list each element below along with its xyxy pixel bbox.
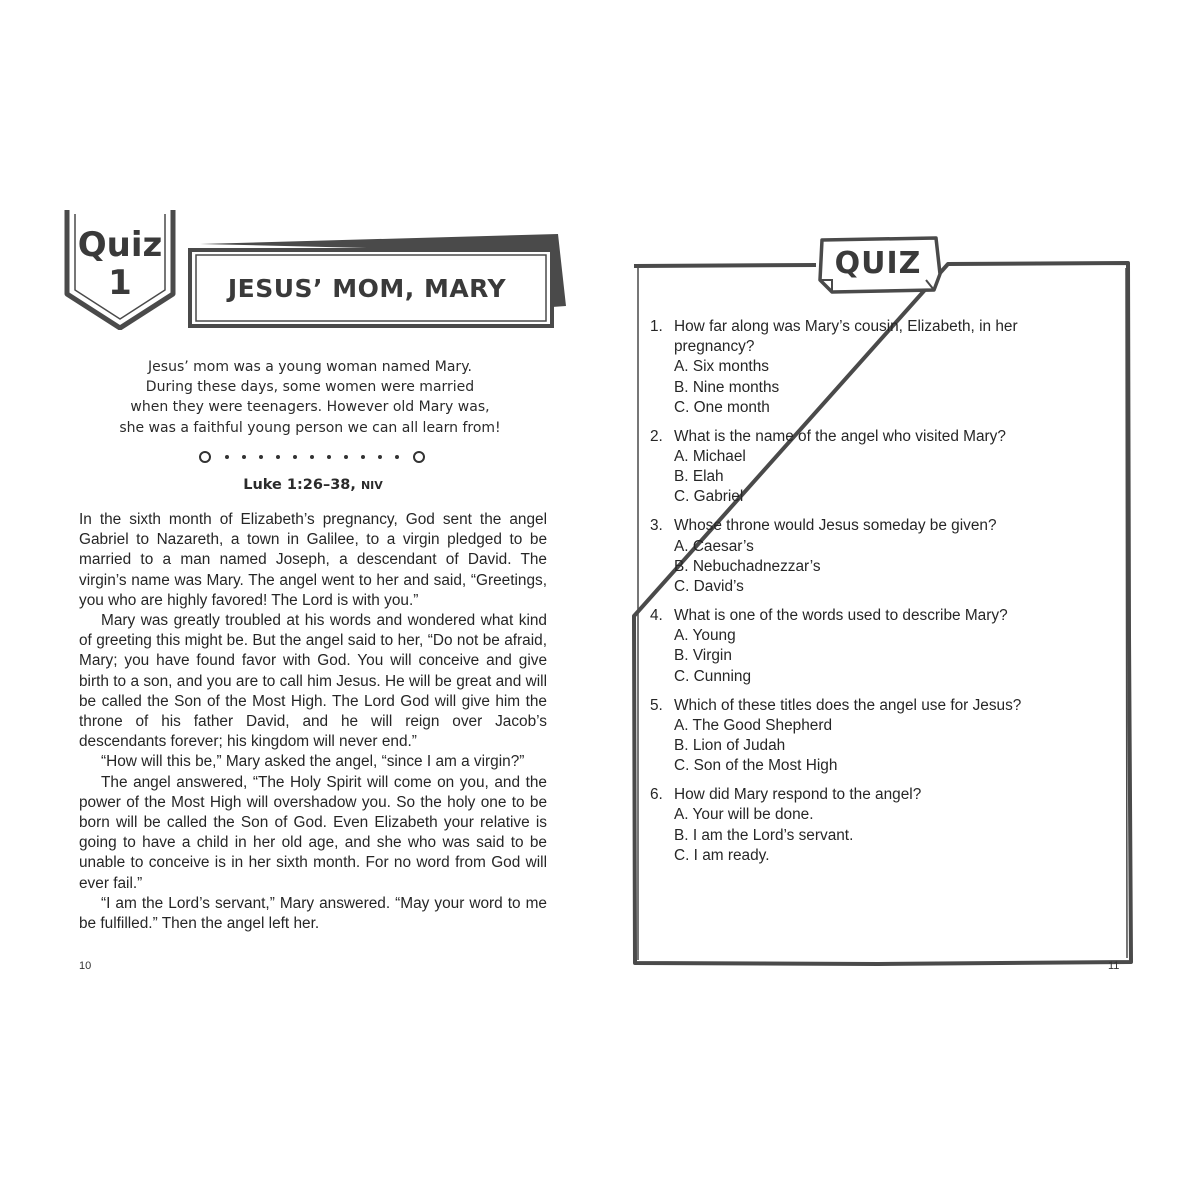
badge-number: 1 [108,263,132,303]
title-banner [186,234,568,334]
answer-option: A. Young [674,627,736,645]
answer-option: A. Your will be done. [674,806,814,824]
scripture-passage [79,510,547,934]
question-number: 1. [650,318,663,335]
intro-line: when they were teenagers. However old Mary was, [130,399,490,416]
passage-paragraph: The angel answered, “The Holy Spirit will come on you, and the power of the Most High will overshadow you. So the holy one to be born will be called the Son of God. Even Elizabeth your relative is going to have a child in her old age, and she who was said to be unable to conceive is in her sixth month. For no word from God will ever fail.” [79,773,547,892]
scripture-reference [80,477,546,493]
answer-option: B. Nine months [674,378,780,396]
quiz-question [650,785,1090,866]
answer-option: A. Caesar’s [674,537,754,555]
answer-option: A. Six months [674,358,769,376]
quiz-question [650,516,1090,597]
quiz-questions [650,317,1090,875]
answer-option: C. Cunning [674,667,751,685]
answer-option: A. The Good Shepherd [674,716,833,734]
reference-version: NIV [360,479,383,492]
intro-text [90,357,530,438]
quiz-tag-label: QUIZ [834,246,922,281]
quiz-number-badge [64,208,176,330]
passage-paragraph: “I am the Lord’s servant,” Mary answered. “May your word to me be fulfilled.” Then the angel left her. [79,894,547,933]
answer-option: C. One month [674,398,770,416]
passage-paragraph: In the sixth month of Elizabeth’s pregnancy, God sent the angel Gabriel to Nazareth, a town in Galilee, to a virgin pledged to be married to a man named Joseph, a descendant of David. The virgin’s name was Mary. The angel went to her and said, “Greetings, you who are highly favored! The Lord is with you.” [79,511,547,609]
answer-option: A. Michael [674,448,746,466]
dotted-divider [196,448,428,466]
question-text: Which of these titles does the angel use for Jesus? [674,696,1022,714]
question-number: 6. [650,786,663,804]
answer-option: C. David’s [674,578,744,596]
answer-option: B. Elah [674,468,724,486]
question-text: What is one of the words used to describe Mary? [674,607,1008,625]
question-text: Whose throne would Jesus someday be given? [674,517,997,535]
quiz-question [650,696,1090,777]
question-number: 3. [650,517,663,535]
answer-option: B. Nebuchadnezzar’s [674,557,821,575]
answer-option: C. Gabriel [674,488,744,506]
answer-option: B. Lion of Judah [674,737,786,755]
page-number-right: 11 [1108,960,1120,972]
question-number: 5. [650,696,663,714]
passage-paragraph: Mary was greatly troubled at his words and wondered what kind of greeting this might be. But the angel said to her, “Do not be afraid, Mary; you have found favor with God. You will conceive and give birth to a son, and you are to call him Jesus. He will be great and will be called the Son of the Most High. The Lord God will give him the throne of his father David, and he will reign over Jacob’s descendants forever; his kingdom will never end.” [79,612,547,751]
badge-label: Quiz [77,225,163,265]
question-text: How did Mary respond to the angel? [674,786,922,804]
quiz-tag [816,234,944,296]
question-text: pregnancy? [674,338,755,356]
answer-option: B. Virgin [674,647,732,665]
answer-option: C. I am ready. [674,846,770,864]
passage-paragraph: “How will this be,” Mary asked the angel, “since I am a virgin?” [101,753,525,771]
quiz-question [650,606,1090,687]
page-title: JESUS’ MOM, MARY [227,274,507,303]
reference-text: Luke 1:26–38, [243,477,356,493]
intro-line: Jesus’ mom was a young woman named Mary. [148,359,472,375]
answer-option: C. Son of the Most High [674,757,838,775]
quiz-question [650,317,1090,418]
question-text: What is the name of the angel who visited Mary? [674,427,1006,445]
intro-line: she was a faithful young person we can all learn from! [119,419,501,436]
answer-option: B. I am the Lord’s servant. [674,826,854,844]
intro-line: During these days, some women were married [145,379,475,396]
question-text: How far along was Mary’s cousin, Elizabeth, in her [674,318,1018,335]
question-number: 2. [650,427,663,445]
quiz-question [650,427,1090,508]
page-number-left: 10 [79,960,92,972]
question-number: 4. [650,607,663,625]
